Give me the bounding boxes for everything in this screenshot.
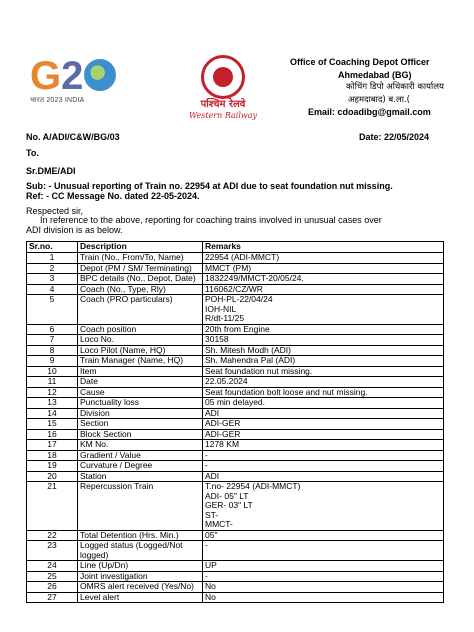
row-sr-no: 25 [27,571,78,582]
row-sr-no: 17 [27,440,78,451]
row-description: Coach position [78,324,203,335]
g20-mark: G2 [30,56,140,96]
g20-logo [30,56,140,114]
row-description: Depot (PM / SM/ Terminating) [78,263,203,274]
table-row [27,592,444,603]
row-sr-no: 26 [27,582,78,593]
table-row [27,482,444,531]
to-label: To. [26,148,39,158]
railway-name-english: Western Railway [188,111,258,120]
row-sr-no: 11 [27,377,78,388]
row-description: Logged status (Logged/Not logged) [78,541,203,561]
g20-tagline: भारत 2023 INDIA [30,97,85,104]
table-row [27,356,444,367]
row-sr-no: 2 [27,263,78,274]
row-sr-no: 7 [27,335,78,346]
row-remarks: - [203,450,444,461]
office-title-hindi: कोचिंग डिपो अधिकारी कार्यालय [346,82,444,92]
table-row [27,440,444,451]
table-row [27,324,444,335]
row-description: Loco No. [78,335,203,346]
table-row [27,530,444,541]
row-sr-no: 5 [27,295,78,325]
row-sr-no: 24 [27,561,78,572]
row-sr-no: 10 [27,366,78,377]
office-email: Email: cdoadibg@gmail.com [308,107,431,117]
office-address-block [290,56,470,119]
row-description: Coach (PRO particulars) [78,295,203,325]
row-sr-no: 12 [27,387,78,398]
row-remarks: 20th from Engine [203,324,444,335]
row-sr-no: 23 [27,541,78,561]
unusual-report-table [26,241,444,603]
row-sr-no: 9 [27,356,78,367]
row-sr-no: 22 [27,530,78,541]
row-sr-no: 3 [27,274,78,285]
row-remarks: Seat foundation nut missing. [203,366,444,377]
table-row [27,263,444,274]
row-description: OMRS alert received (Yes/No) [78,582,203,593]
row-sr-no: 19 [27,461,78,472]
subject-line: Sub: - Unusual reporting of Train no. 22954 at ADI due to seat foundation nut missing. [26,181,393,191]
row-description: Punctuality loss [78,398,203,409]
row-description: Station [78,471,203,482]
railway-name-hindi: पश्चिम रेलवे [200,99,246,110]
office-title: Office of Coaching Depot Officer [290,57,430,67]
row-description: Section [78,419,203,430]
table-row [27,377,444,388]
table-row [27,387,444,398]
table-row [27,345,444,356]
row-remarks: 1832249/MMCT-20/05/24. [203,274,444,285]
table-row [27,284,444,295]
body-line-2: ADI division is as below. [26,225,123,235]
row-description: Loco Pilot (Name, HQ) [78,345,203,356]
reference-number: No. A/ADI/C&W/BG/03 [26,132,120,142]
row-remarks: ADI-GER [203,419,444,430]
row-remarks: ADI [203,408,444,419]
row-description: Line (Up/Dn) [78,561,203,572]
row-remarks: T.no- 22954 (ADI-MMCT) ADI- 05" LT GER- 03" LT ST- MMCT- [203,482,444,531]
row-remarks: No [203,592,444,603]
row-remarks: ADI [203,471,444,482]
row-remarks: - [203,541,444,561]
table-row [27,461,444,472]
row-remarks: UP [203,561,444,572]
railway-emblem-icon [201,55,245,99]
row-description: Level alert [78,592,203,603]
row-description: Item [78,366,203,377]
row-remarks: 05 min delayed. [203,398,444,409]
row-sr-no: 27 [27,592,78,603]
row-sr-no: 1 [27,253,78,264]
table-row [27,419,444,430]
table-row [27,366,444,377]
office-location: Ahmedabad (BG) [338,69,412,80]
row-description: Block Section [78,429,203,440]
row-description: Curvature / Degree [78,461,203,472]
row-description: Repercussion Train [78,482,203,531]
row-description: Train (No., From/To, Name) [78,253,203,264]
row-description: Total Detention (Hrs. Min.) [78,530,203,541]
row-remarks: MMCT (PM) [203,263,444,274]
western-railway-logo [178,55,268,123]
row-description: BPC details (No., Depot, Date) [78,274,203,285]
table-row [27,295,444,325]
row-sr-no: 14 [27,408,78,419]
row-remarks: POH-PL-22/04/24 IOH-NIL R/dt-11/25 [203,295,444,325]
letter-date: Date: 22/05/2024 [359,132,430,142]
reference-line: Ref: - CC Message No. dated 22-05-2024. [26,191,200,201]
row-description: Train Manager (Name, HQ) [78,356,203,367]
row-remarks: 05" [203,530,444,541]
table-row [27,450,444,461]
table-row [27,561,444,572]
table-row [27,274,444,285]
header-remarks: Remarks [203,242,444,253]
row-remarks: 30158 [203,335,444,346]
table-row [27,335,444,346]
table-row [27,429,444,440]
table-row [27,253,444,264]
addressee: Sr.DME/ADI [26,166,76,176]
table-body [27,253,444,603]
header-description: Description [78,242,203,253]
table-row [27,582,444,593]
row-description: Coach (No., Type, Rly) [78,284,203,295]
row-description: Division [78,408,203,419]
row-remarks: - [203,461,444,472]
row-remarks: 22.05.2024 [203,377,444,388]
salutation: Respected sir, [26,206,84,216]
row-sr-no: 4 [27,284,78,295]
row-sr-no: 15 [27,419,78,430]
row-remarks: 1278 KM [203,440,444,451]
table-row [27,571,444,582]
row-remarks: No [203,582,444,593]
row-remarks: 116062/CZ/WR [203,284,444,295]
table-row [27,408,444,419]
row-sr-no: 21 [27,482,78,531]
header-sr-no: Sr.no. [27,242,78,253]
row-description: KM No. [78,440,203,451]
row-remarks: ADI-GER [203,429,444,440]
row-remarks: Sh. Mitesh Modh (ADI) [203,345,444,356]
row-description: Joint investigation [78,571,203,582]
row-sr-no: 18 [27,450,78,461]
office-location-hindi: अहमदाबाद) ब.ला.( [348,94,410,105]
row-sr-no: 16 [27,429,78,440]
table-row [27,398,444,409]
table-row [27,541,444,561]
body-line-1: In reference to the above, reporting for coaching trains involved in unusual cases over [40,215,382,225]
table-header-row [27,242,444,253]
row-description: Cause [78,387,203,398]
row-description: Date [78,377,203,388]
row-remarks: - [203,571,444,582]
table-row [27,471,444,482]
row-remarks: 22954 (ADI-MMCT) [203,253,444,264]
row-sr-no: 6 [27,324,78,335]
row-sr-no: 20 [27,471,78,482]
row-remarks: Sh. Mahendra Pal (ADI) [203,356,444,367]
row-sr-no: 8 [27,345,78,356]
row-description: Gradient / Value [78,450,203,461]
row-sr-no: 13 [27,398,78,409]
row-remarks: Seat foundation bolt loose and nut missing. [203,387,444,398]
